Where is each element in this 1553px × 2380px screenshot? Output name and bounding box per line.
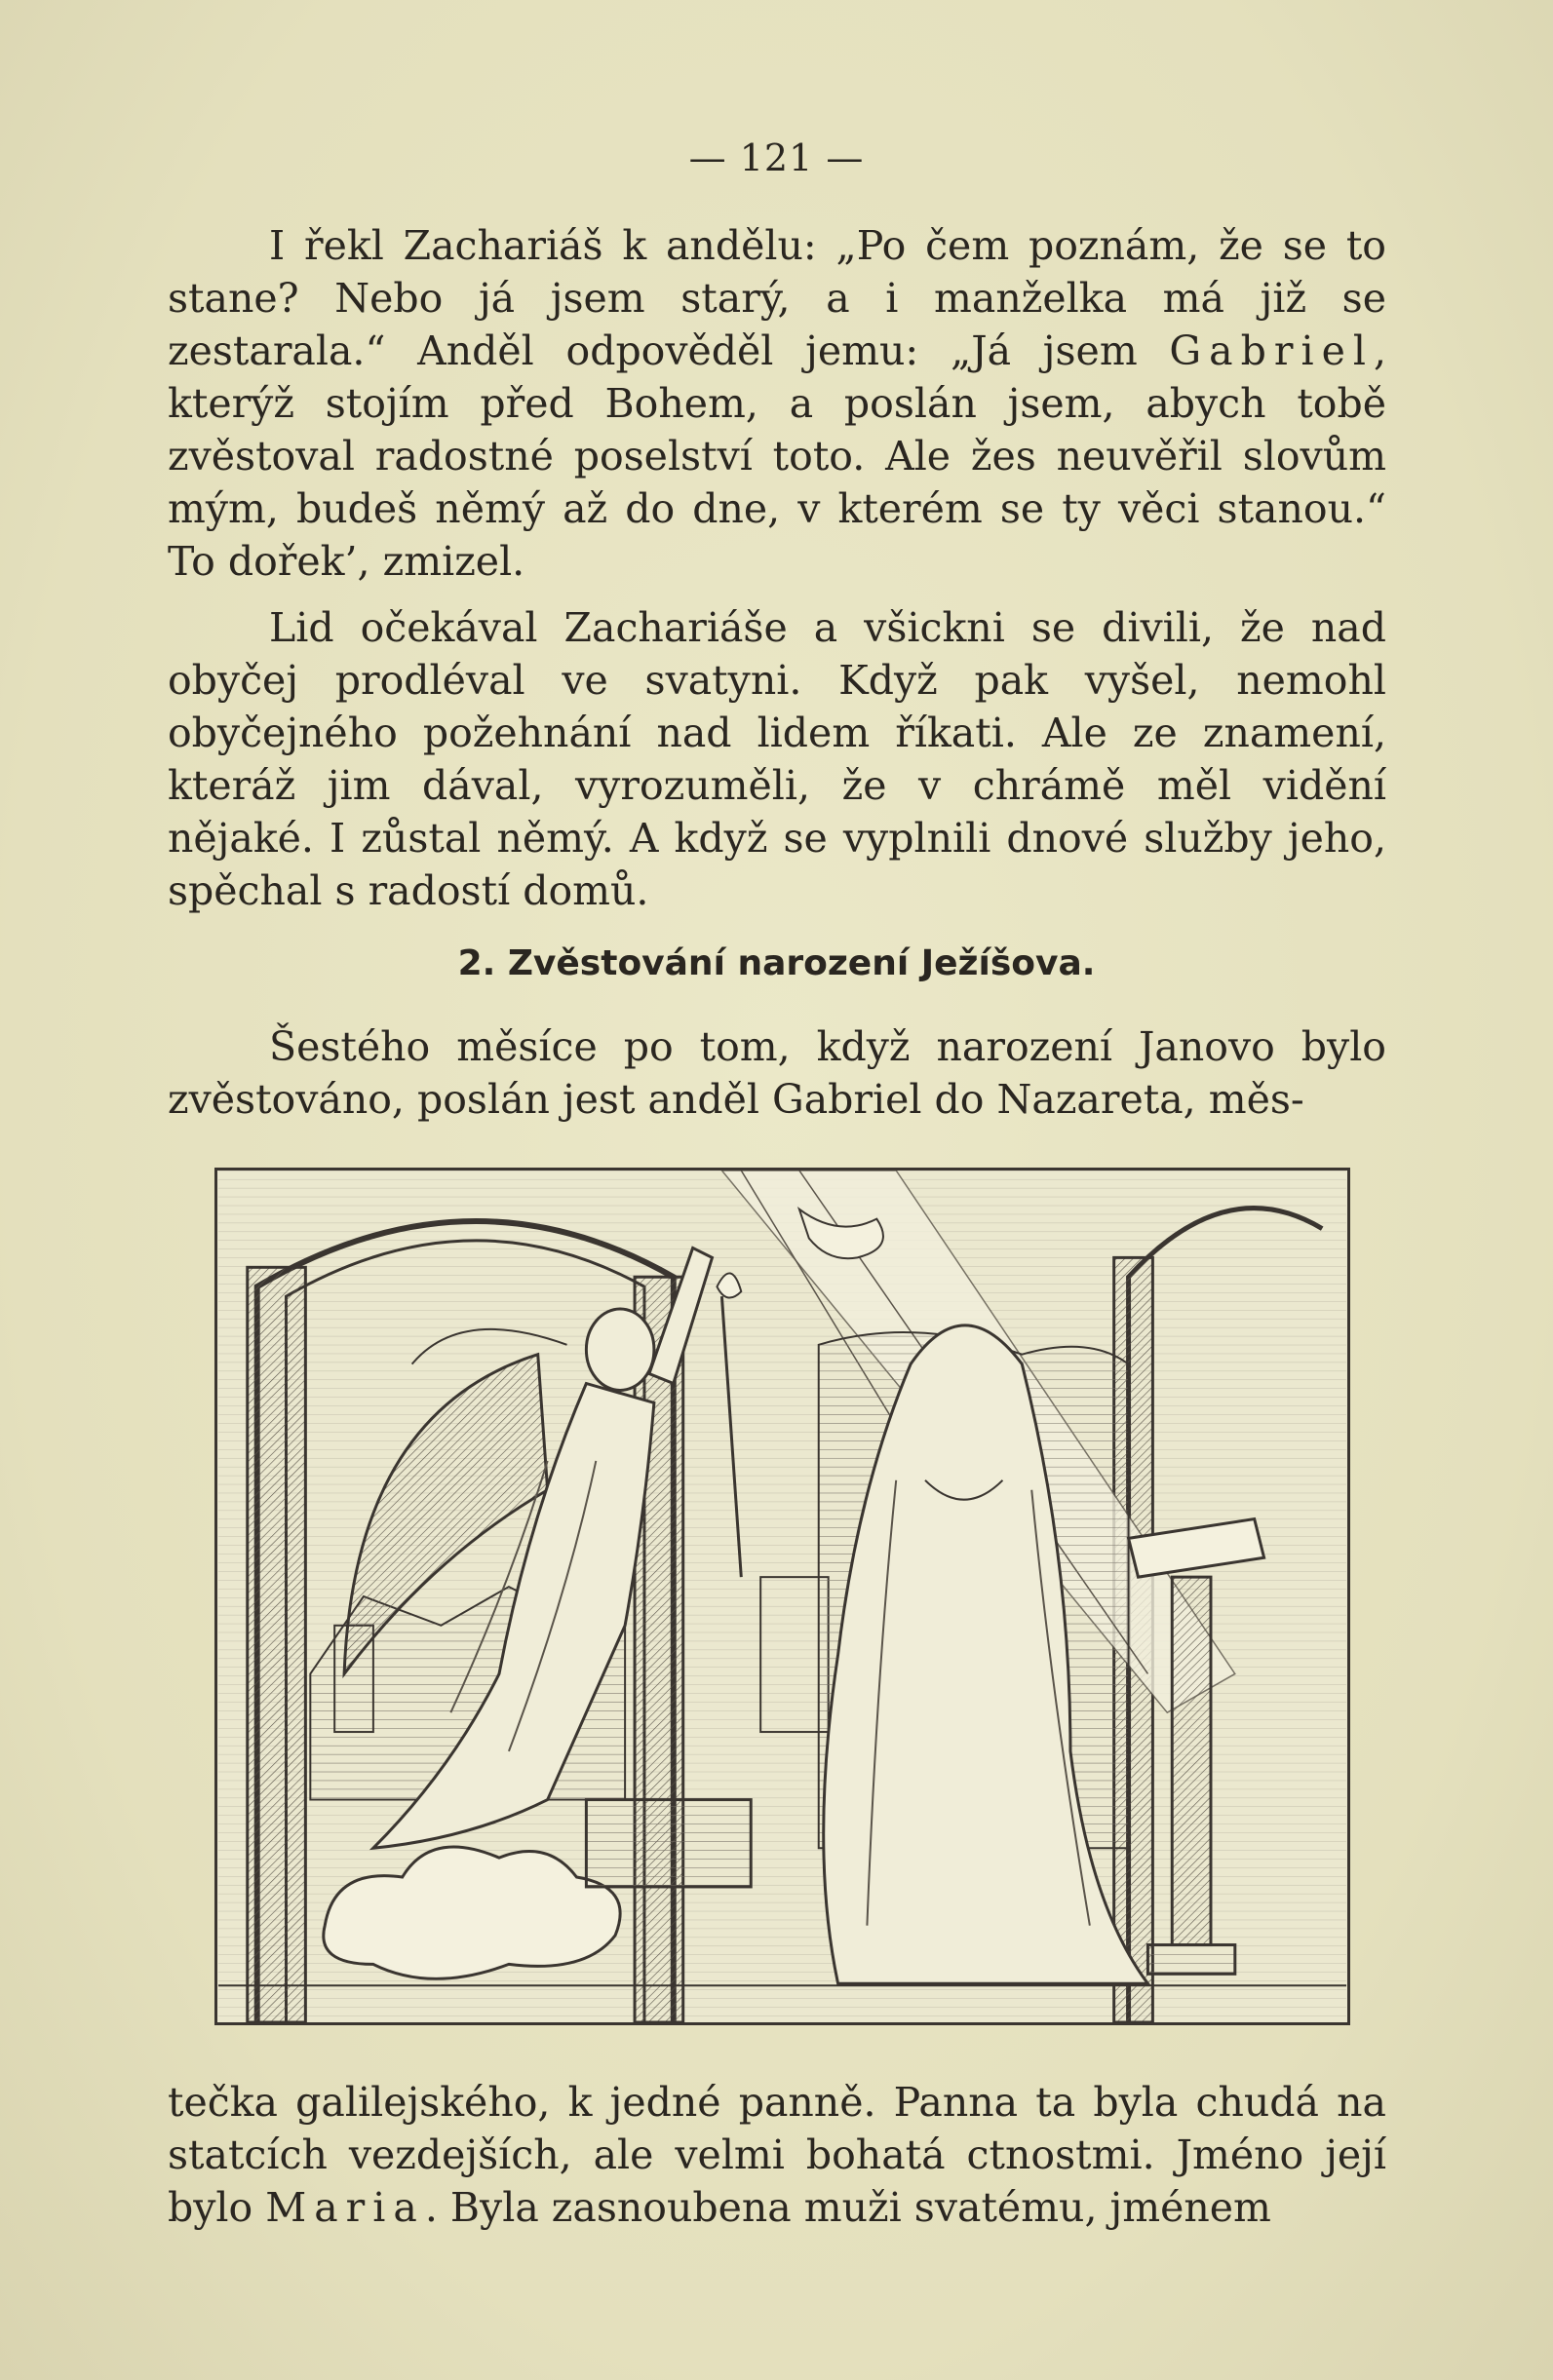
paragraph-text: tečka galilejského, k jedné panně. Panna ta byla chudá na statcích vezdejších, ale velmi bohatá ctnostmi. Jméno její bylo (168, 2079, 1386, 2231)
mid-text-block (168, 1020, 1386, 1139)
top-text-block (168, 219, 1386, 931)
paragraph-text: , kterýž stojím před Bohem, a poslán jsem, abych tobě zvěstoval radostné poselství toto. Ale žes neuvěřil slovům mým, budeš němý až do dne, v kterém se ty věci stanou.“ To dořek’, zmizel. (168, 327, 1386, 585)
spaced-name-maria: Maria (265, 2184, 425, 2231)
annunciation-engraving (214, 1168, 1350, 2025)
paragraph-people: Lid očekával Zachariáše a všickni se divili, že nad obyčej prodléval ve svatyni. Když pak vyšel, nemohl obyčejného požehnání nad lidem říkati. Ale ze znamení, kteráž jim dával, vyrozuměli, že v chrámě měl vidění nějaké. I zůstal němý. A když se vyplnili dnové služby jeho, spěchal s radostí domů. (168, 604, 1386, 914)
spaced-name-gabriel: Gabriel (1169, 327, 1374, 374)
paragraph-text: I řekl Zachariáš k andělu: „Po čem poznám, že se to stane? Nebo já jsem starý, a i manželka má již se zestarala.“ Anděl odpověděl jemu: „Já jsem (168, 222, 1386, 374)
paragraph-annunciation: Šestého měsíce po tom, když narození Janovo bylo zvěstováno, poslán jest anděl Gabriel do Nazareta, měs- (168, 1023, 1386, 1123)
paragraph-text: . Byla zasnoubena muži svatému, jménem (424, 2184, 1271, 2231)
paragraph-mary (168, 2076, 1386, 2234)
engraving-drawing (217, 1171, 1347, 2022)
page-number: — 121 — (688, 136, 865, 179)
bottom-text-block (168, 2076, 1386, 2247)
paragraph-zacharias (168, 219, 1386, 588)
section-heading: 2. Zvěstování narození Ježíšova. (457, 943, 1096, 983)
